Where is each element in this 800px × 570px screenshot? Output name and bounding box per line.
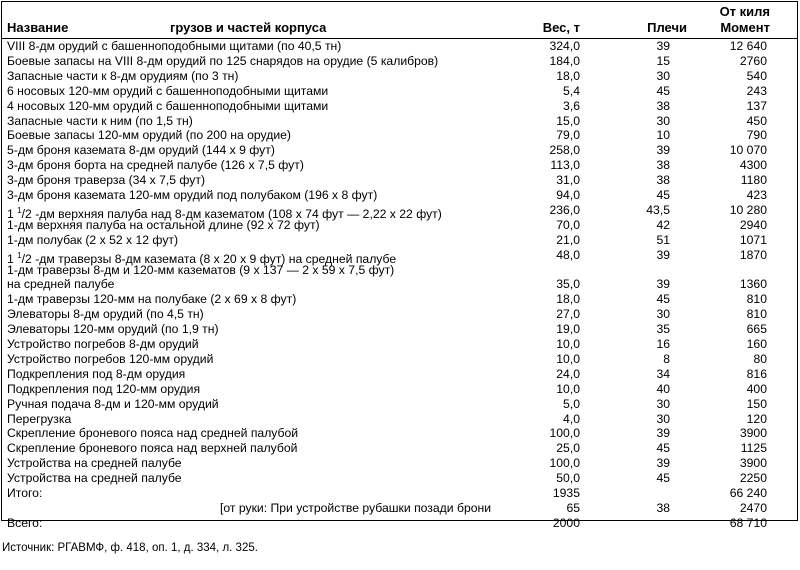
row-moment: 400: [746, 381, 767, 396]
table-row: [2, 516, 797, 531]
row-weight: 21,0: [556, 232, 580, 247]
row-moment: 810: [746, 307, 767, 322]
row-arm: 45: [656, 83, 670, 98]
row-moment: 150: [746, 396, 767, 411]
row-moment: 423: [746, 188, 767, 202]
table-row: [2, 456, 797, 471]
row-weight: 5,0: [563, 396, 580, 411]
row-weight: 10,0: [556, 381, 580, 396]
row-name: Скрепление броневого пояса над верхней палубой: [7, 441, 298, 456]
row-moment: 4300: [739, 158, 767, 173]
row-name: 6 носовых 120-мм орудий с башенноподобными щитами: [7, 83, 329, 98]
row-name: 1-дм траверзы 8-дм и 120-мм казематов (9 х 137 — 2 х 59 х 7,5 фут): [7, 262, 395, 277]
table-row: [2, 233, 797, 248]
row-arm: 34: [656, 366, 670, 381]
row-name: на средней палубе: [7, 277, 115, 292]
table-row: [2, 382, 797, 397]
row-moment: 10 280: [729, 202, 767, 217]
row-moment: 2470: [739, 500, 767, 515]
row-name: Устройства на средней палубе: [7, 471, 182, 486]
row-moment: 1360: [739, 277, 767, 292]
table-row: [2, 54, 797, 69]
table-header: [2, 2, 797, 39]
row-arm: 45: [656, 188, 670, 202]
row-arm: 39: [656, 277, 670, 292]
header-name: Название: [7, 20, 69, 35]
row-name: Итого:: [7, 486, 43, 500]
row-arm: 39: [656, 39, 670, 53]
row-arm: 39: [656, 426, 670, 441]
row-arm: 30: [656, 411, 670, 426]
row-weight: 100,0: [549, 456, 580, 471]
row-weight: 2000: [552, 515, 580, 530]
row-name: Элеваторы 8-дм орудий (по 4,5 тн): [7, 307, 204, 322]
row-moment: 665: [746, 322, 767, 337]
row-arm: 30: [656, 68, 670, 83]
row-moment: 540: [746, 68, 767, 83]
row-name: Скрепление броневого пояса над средней палубой: [7, 426, 299, 441]
row-weight: 25,0: [556, 441, 580, 456]
row-arm: 39: [656, 143, 670, 158]
row-arm: 42: [656, 217, 670, 232]
fraction-denominator: /2: [21, 206, 36, 221]
table-row: [2, 441, 797, 456]
row-moment: 790: [746, 128, 767, 143]
row-weight: 18,0: [556, 292, 580, 307]
row-weight: 79,0: [556, 128, 580, 143]
row-moment: 3900: [739, 456, 767, 471]
table-row: [2, 486, 797, 501]
row-weight: 19,0: [556, 322, 580, 337]
row-moment: 243: [746, 83, 767, 98]
row-name-text: -дм верхняя палуба над 8-дм казематом (108 х 74 фут — 2,22 х 22 фут): [35, 206, 442, 221]
header-moment: Момент: [720, 20, 770, 35]
row-arm: 43,5: [646, 202, 670, 217]
row-name: Элеваторы 120-мм орудий (по 1,9 тн): [7, 322, 219, 337]
row-name: Подкрепления под 8-дм орудия: [7, 366, 186, 381]
row-arm: 40: [656, 381, 670, 396]
fraction-numerator: 1: [17, 205, 22, 215]
row-arm: 30: [656, 307, 670, 322]
row-weight: 258,0: [549, 143, 580, 158]
row-moment: 12 640: [729, 39, 767, 53]
header-keel: От киля: [719, 4, 770, 19]
row-moment: 10 070: [729, 143, 767, 158]
fraction-numerator: 1: [17, 250, 22, 260]
table-row: [2, 173, 797, 188]
table-row: [2, 412, 797, 427]
row-moment: 80: [753, 351, 767, 366]
table-row: [2, 337, 797, 352]
table-row: [2, 188, 797, 203]
row-name: [от руки: При устройстве рубашки позади брони: [220, 500, 492, 515]
row-arm: 51: [656, 232, 670, 247]
row-weight: 65: [566, 500, 580, 515]
table-row: [2, 263, 797, 278]
table-row: [2, 367, 797, 382]
table-row: [2, 352, 797, 367]
row-name: 1-дм полубак (2 х 52 х 12 фут): [7, 232, 179, 247]
table-row: [2, 114, 797, 129]
row-name: Боевые запасы 120-мм орудий (по 200 на орудие): [7, 128, 291, 143]
header-weight: Вес, т: [542, 20, 580, 35]
row-name: 4 носовых 120-мм орудий с башенноподобными щитами: [7, 98, 329, 113]
row-name: Ручная подача 8-дм и 120-мм орудий: [7, 396, 219, 411]
row-moment: 68 710: [729, 515, 767, 530]
row-weight: 100,0: [549, 426, 580, 441]
row-weight: 15,0: [556, 113, 580, 128]
row-name: Устройства на средней палубе: [7, 456, 182, 471]
row-arm: 38: [656, 173, 670, 188]
row-arm: 35: [656, 322, 670, 337]
row-name: Подкрепления под 120-мм орудия: [7, 381, 201, 396]
row-weight: 24,0: [556, 366, 580, 381]
row-moment: 66 240: [729, 486, 767, 500]
row-moment: 1870: [739, 247, 767, 262]
row-weight: 10,0: [556, 337, 580, 351]
table-row: [2, 158, 797, 173]
header-name-cont: грузов и частей корпуса: [170, 20, 327, 35]
row-moment: 2760: [739, 53, 767, 68]
row-weight: 5,4: [563, 83, 580, 98]
table-row: [2, 84, 797, 99]
row-weight: 10,0: [556, 351, 580, 366]
table-row: [2, 202, 797, 221]
fraction-whole: 1: [7, 251, 18, 266]
row-weight: 18,0: [556, 68, 580, 83]
row-name: 1-дм траверзы 120-мм на полубаке (2 х 69 х 8 фут): [7, 292, 297, 307]
row-name-text: -дм траверзы 8-дм каземата (8 х 20 х 9 фут) на средней палубе: [35, 251, 397, 266]
row-name: Всего:: [7, 515, 43, 530]
table-row: [2, 143, 797, 158]
row-arm: 39: [656, 456, 670, 471]
weight-table: [1, 1, 798, 530]
row-name: 3-дм броня борта на средней палубе (126 х 7,5 фут): [7, 158, 304, 173]
row-name: 5-дм броня каземата 8-дм орудий (144 х 9 фут): [7, 143, 275, 158]
row-moment: 3900: [739, 426, 767, 441]
row-arm: 38: [656, 500, 670, 515]
row-moment: 160: [746, 337, 767, 351]
fraction-denominator: /2: [21, 251, 36, 266]
row-arm: 16: [656, 337, 670, 351]
table-row: [2, 471, 797, 486]
table-row: [2, 99, 797, 114]
row-weight: 4,0: [563, 411, 580, 426]
table-row: [2, 128, 797, 143]
row-weight: 94,0: [556, 188, 580, 202]
row-name: 3-дм броня каземата 120-мм орудий под полубаком (196 х 8 фут): [7, 188, 378, 202]
table-row: [2, 397, 797, 412]
row-arm: 30: [656, 113, 670, 128]
row-arm: 38: [656, 158, 670, 173]
table-row: [2, 277, 797, 292]
row-name: VIII 8-дм орудий с башенноподобными щитами (по 40,5 тн): [7, 39, 342, 53]
row-moment: 1180: [740, 173, 767, 188]
row-weight: 35,0: [556, 277, 580, 292]
row-moment: 137: [746, 98, 767, 113]
row-arm: 45: [656, 292, 670, 307]
row-moment: 450: [746, 113, 767, 128]
table-row: [2, 307, 797, 322]
row-name: Устройство погребов 120-мм орудий: [7, 351, 214, 366]
row-weight: 1935: [552, 486, 580, 500]
row-weight: 50,0: [556, 471, 580, 486]
fraction-whole: 1: [7, 206, 18, 221]
row-name: 3-дм броня траверза (34 х 7,5 фут): [7, 173, 206, 188]
row-weight: 27,0: [556, 307, 580, 322]
row-arm: 8: [663, 351, 670, 366]
row-moment: 1071: [739, 232, 767, 247]
table-row: [2, 39, 797, 54]
row-arm: 10: [656, 128, 670, 143]
row-moment: 810: [746, 292, 767, 307]
table-row: [2, 247, 797, 266]
row-weight: 113,0: [550, 158, 580, 173]
row-weight: 324,0: [549, 39, 580, 53]
row-name: 1-дм верхняя палуба на остальной длине (92 х 72 фут): [7, 217, 320, 232]
row-name: Запасные части к 8-дм орудиям (по 3 тн): [7, 68, 239, 83]
table-row: [2, 69, 797, 84]
row-name: Перегрузка: [7, 411, 72, 426]
row-arm: 45: [656, 471, 670, 486]
row-moment: 816: [746, 366, 767, 381]
source-note: Источник: РГАВМФ, ф. 418, оп. 1, д. 334, л. 325.: [2, 542, 258, 554]
table-row: [2, 292, 797, 307]
row-weight: 31,0: [556, 173, 580, 188]
row-weight: 184,0: [549, 53, 580, 68]
table-row: [2, 218, 797, 233]
row-moment: 120: [746, 411, 767, 426]
row-arm: 38: [656, 98, 670, 113]
row-name: Запасные части к ним (по 1,5 тн): [7, 113, 193, 128]
row-moment: 1125: [740, 441, 767, 456]
row-name: Боевые запасы на VIII 8-дм орудий по 125 снарядов на орудие (5 калибров): [7, 53, 439, 68]
row-arm: 39: [656, 247, 670, 262]
row-name: Устройство погребов 8-дм орудий: [7, 337, 199, 351]
row-arm: 45: [656, 441, 670, 456]
row-moment: 2940: [739, 217, 767, 232]
header-arm: Плечи: [647, 20, 687, 35]
row-arm: 15: [656, 53, 670, 68]
row-weight: 70,0: [556, 217, 580, 232]
row-weight: 236,0: [549, 202, 580, 217]
row-weight: 48,0: [556, 247, 580, 262]
row-moment: 2250: [739, 471, 767, 486]
row-weight: 3,6: [563, 98, 580, 113]
table-row: [2, 426, 797, 441]
table-row: [2, 322, 797, 337]
row-arm: 30: [656, 396, 670, 411]
table-row: [2, 501, 797, 516]
